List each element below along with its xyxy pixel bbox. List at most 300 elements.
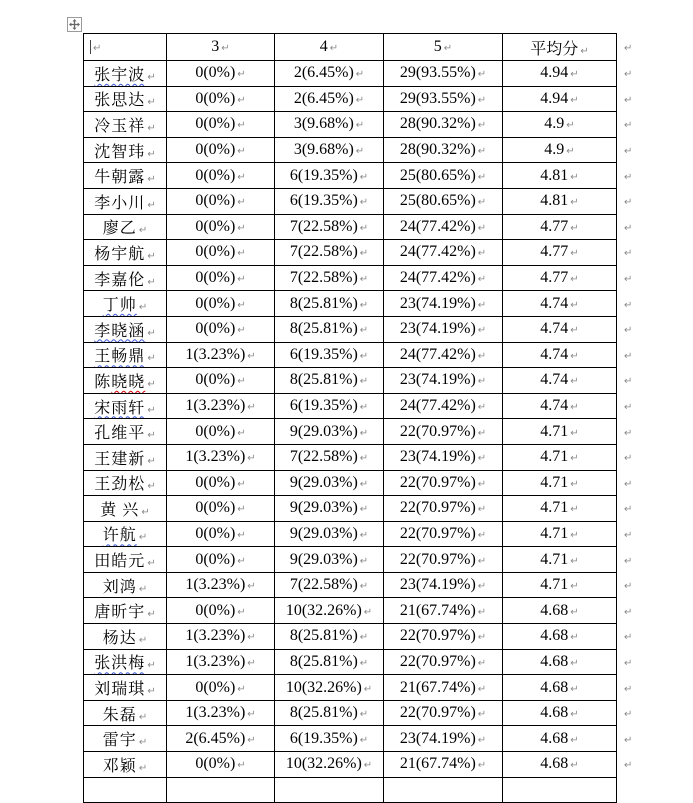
end-of-cell-mark: ↵ bbox=[477, 581, 487, 593]
score4-cell[interactable] bbox=[275, 86, 384, 112]
end-of-cell-mark: ↵ bbox=[477, 504, 487, 516]
end-of-row-mark-cell bbox=[617, 726, 649, 752]
score3-cell[interactable] bbox=[167, 470, 275, 496]
name-cell[interactable] bbox=[84, 61, 167, 87]
end-of-cell-mark: ↵ bbox=[363, 606, 373, 618]
end-of-cell-mark: ↵ bbox=[443, 43, 453, 54]
student-name: 张洪梅 bbox=[94, 655, 146, 673]
name-cell[interactable] bbox=[84, 496, 167, 522]
end-of-cell-mark: ↵ bbox=[147, 199, 156, 211]
score5-cell[interactable] bbox=[384, 214, 503, 240]
end-of-cell-mark: ↵ bbox=[138, 711, 148, 723]
end-of-cell-mark: ↵ bbox=[141, 506, 150, 518]
end-of-cell-mark: ↵ bbox=[570, 94, 579, 106]
cell-value: 0(0%) bbox=[195, 217, 236, 235]
score5-cell[interactable] bbox=[384, 752, 503, 778]
table-row bbox=[84, 547, 649, 573]
table-row bbox=[84, 726, 649, 752]
score4-cell[interactable] bbox=[275, 752, 384, 778]
cell-value: 4.71 bbox=[540, 550, 569, 568]
table-row bbox=[84, 188, 649, 214]
score5-cell[interactable] bbox=[384, 265, 503, 291]
score5-cell[interactable] bbox=[384, 726, 503, 752]
score3-cell[interactable] bbox=[167, 291, 275, 317]
end-of-cell-mark: ↵ bbox=[237, 478, 246, 490]
student-name: 唐昕宇 bbox=[94, 604, 146, 622]
end-of-row-mark: ↵ bbox=[624, 325, 633, 337]
score5-cell[interactable] bbox=[384, 700, 503, 726]
cell-value: 4.68 bbox=[540, 678, 569, 696]
student-name: 黄 兴 bbox=[100, 501, 140, 519]
score3-cell[interactable] bbox=[167, 649, 275, 675]
score3-cell[interactable] bbox=[167, 61, 275, 87]
average-cell[interactable] bbox=[503, 214, 617, 240]
name-cell[interactable] bbox=[84, 700, 167, 726]
cell-value: 4.77 bbox=[540, 217, 569, 235]
average-cell[interactable] bbox=[503, 496, 617, 522]
end-of-row-mark-cell bbox=[617, 188, 649, 214]
name-cell[interactable] bbox=[84, 265, 167, 291]
name-cell[interactable] bbox=[84, 726, 167, 752]
score5-cell[interactable] bbox=[384, 521, 503, 547]
student-name: 廖乙 bbox=[102, 220, 137, 238]
end-of-row-mark-cell bbox=[617, 470, 649, 496]
end-of-cell-mark: ↵ bbox=[477, 299, 487, 311]
name-cell[interactable] bbox=[84, 598, 167, 624]
end-of-cell-mark: ↵ bbox=[237, 760, 246, 772]
score3-cell[interactable] bbox=[167, 112, 275, 138]
cell-value: 4.68 bbox=[540, 704, 569, 722]
table-row bbox=[84, 572, 649, 598]
score4-cell[interactable] bbox=[275, 521, 384, 547]
score4-cell[interactable] bbox=[275, 214, 384, 240]
score4-cell[interactable] bbox=[275, 675, 384, 701]
score4-cell[interactable] bbox=[275, 342, 384, 368]
end-of-row-mark: ↵ bbox=[624, 760, 633, 772]
score5-cell[interactable] bbox=[384, 649, 503, 675]
header-cell-average[interactable] bbox=[503, 34, 617, 61]
score5-cell[interactable] bbox=[384, 496, 503, 522]
student-name: 牛朝露 bbox=[94, 169, 146, 187]
table-row bbox=[84, 61, 649, 87]
end-of-cell-mark: ↵ bbox=[237, 120, 246, 132]
header-cell-3[interactable] bbox=[167, 34, 275, 61]
end-of-cell-mark: ↵ bbox=[359, 325, 369, 337]
name-cell[interactable] bbox=[84, 777, 167, 802]
table-row bbox=[84, 496, 649, 522]
score4-cell[interactable] bbox=[275, 137, 384, 163]
end-of-cell-mark: ↵ bbox=[477, 274, 487, 286]
end-of-cell-mark: ↵ bbox=[247, 453, 256, 465]
average-cell[interactable] bbox=[503, 624, 617, 650]
end-of-cell-mark: ↵ bbox=[355, 146, 365, 158]
score5-cell[interactable] bbox=[384, 368, 503, 394]
end-of-row-mark-cell bbox=[617, 547, 649, 573]
end-of-cell-mark: ↵ bbox=[138, 762, 148, 774]
name-cell[interactable] bbox=[84, 444, 167, 470]
average-cell[interactable] bbox=[503, 188, 617, 214]
cell-value: 7(22.58%) bbox=[289, 448, 358, 466]
average-cell[interactable] bbox=[503, 675, 617, 701]
score4-cell[interactable] bbox=[275, 240, 384, 266]
score3-cell[interactable] bbox=[167, 726, 275, 752]
header-cell-name[interactable] bbox=[84, 34, 167, 61]
end-of-row-mark: ↵ bbox=[624, 529, 633, 541]
end-of-row-mark-cell bbox=[617, 61, 649, 87]
end-of-cell-mark: ↵ bbox=[363, 683, 373, 695]
cell-value: 4.77 bbox=[540, 269, 569, 287]
average-cell[interactable] bbox=[503, 444, 617, 470]
cell-value: 8(25.81%) bbox=[289, 320, 358, 338]
average-cell[interactable] bbox=[503, 86, 617, 112]
student-name: 杨达 bbox=[102, 629, 137, 647]
end-of-cell-mark: ↵ bbox=[570, 632, 579, 644]
score3-cell[interactable] bbox=[167, 624, 275, 650]
table-row bbox=[84, 112, 649, 138]
end-of-cell-mark: ↵ bbox=[570, 606, 579, 618]
score5-cell[interactable] bbox=[384, 624, 503, 650]
cell-value: 6(19.35%) bbox=[289, 345, 358, 363]
end-of-cell-mark: ↵ bbox=[477, 222, 487, 234]
end-of-cell-mark: ↵ bbox=[147, 122, 156, 134]
end-of-cell-mark: ↵ bbox=[477, 606, 487, 618]
score3-cell[interactable] bbox=[167, 572, 275, 598]
score4-cell[interactable] bbox=[275, 265, 384, 291]
end-of-row-mark-cell bbox=[617, 572, 649, 598]
cell-value: 23(74.19%) bbox=[399, 448, 476, 466]
score5-cell[interactable] bbox=[384, 240, 503, 266]
score4-cell[interactable] bbox=[275, 572, 384, 598]
score4-cell[interactable] bbox=[275, 316, 384, 342]
end-of-cell-mark: ↵ bbox=[359, 248, 369, 260]
end-of-row-mark: ↵ bbox=[624, 453, 633, 465]
cell-value: 8(25.81%) bbox=[289, 371, 358, 389]
end-of-cell-mark: ↵ bbox=[477, 427, 487, 439]
average-cell[interactable] bbox=[503, 316, 617, 342]
end-of-row-mark-cell bbox=[617, 598, 649, 624]
end-of-cell-mark: ↵ bbox=[477, 248, 487, 260]
score3-cell[interactable] bbox=[167, 521, 275, 547]
average-cell[interactable] bbox=[503, 137, 617, 163]
end-of-row-mark-cell bbox=[617, 777, 649, 802]
header-cell-4[interactable] bbox=[275, 34, 384, 61]
cell-value: 22(70.97%) bbox=[399, 524, 476, 542]
score4-cell[interactable] bbox=[275, 598, 384, 624]
end-of-cell-mark: ↵ bbox=[237, 197, 246, 209]
end-of-row-mark: ↵ bbox=[624, 43, 633, 54]
name-cell[interactable] bbox=[84, 342, 167, 368]
score5-cell[interactable] bbox=[384, 61, 503, 87]
name-cell[interactable] bbox=[84, 675, 167, 701]
end-of-row-mark-cell bbox=[617, 368, 649, 394]
end-of-cell-mark: ↵ bbox=[247, 350, 256, 362]
table-row bbox=[84, 470, 649, 496]
name-cell[interactable] bbox=[84, 419, 167, 445]
score3-cell[interactable] bbox=[167, 675, 275, 701]
name-cell[interactable] bbox=[84, 112, 167, 138]
cell-value: 28(90.32%) bbox=[399, 141, 476, 159]
cell-value: 7(22.58%) bbox=[289, 217, 358, 235]
average-cell[interactable] bbox=[503, 393, 617, 419]
end-of-row-mark: ↵ bbox=[624, 171, 633, 183]
score3-cell[interactable] bbox=[167, 265, 275, 291]
score5-cell[interactable] bbox=[384, 137, 503, 163]
header-cell-5[interactable] bbox=[384, 34, 503, 61]
average-cell[interactable] bbox=[503, 572, 617, 598]
end-of-cell-mark: ↵ bbox=[477, 146, 487, 158]
average-cell[interactable] bbox=[503, 700, 617, 726]
score4-cell[interactable] bbox=[275, 624, 384, 650]
average-cell[interactable] bbox=[503, 240, 617, 266]
name-cell[interactable] bbox=[84, 188, 167, 214]
end-of-row-mark: ↵ bbox=[624, 478, 633, 490]
score5-cell[interactable] bbox=[384, 163, 503, 189]
score3-cell[interactable] bbox=[167, 188, 275, 214]
average-cell[interactable] bbox=[503, 342, 617, 368]
end-of-cell-mark: ↵ bbox=[570, 734, 579, 746]
average-cell[interactable] bbox=[503, 470, 617, 496]
name-cell[interactable] bbox=[84, 86, 167, 112]
end-of-cell-mark: ↵ bbox=[237, 325, 246, 337]
score3-cell[interactable] bbox=[167, 86, 275, 112]
score4-cell[interactable] bbox=[275, 163, 384, 189]
end-of-cell-mark: ↵ bbox=[477, 94, 487, 106]
average-cell[interactable] bbox=[503, 163, 617, 189]
end-of-cell-mark: ↵ bbox=[147, 353, 156, 365]
score3-cell[interactable] bbox=[167, 393, 275, 419]
average-cell[interactable] bbox=[503, 547, 617, 573]
end-of-cell-mark: ↵ bbox=[355, 94, 365, 106]
end-of-row-mark: ↵ bbox=[624, 222, 633, 234]
score5-cell[interactable] bbox=[384, 342, 503, 368]
end-of-cell-mark: ↵ bbox=[147, 327, 156, 339]
misspelled-text: 晓晓 bbox=[111, 373, 146, 391]
name-cell[interactable] bbox=[84, 624, 167, 650]
cell-value: 8(25.81%) bbox=[289, 294, 358, 312]
end-of-cell-mark: ↵ bbox=[477, 734, 487, 746]
score4-cell[interactable] bbox=[275, 496, 384, 522]
end-of-cell-mark: ↵ bbox=[138, 302, 148, 314]
cell-value: 2(6.45%) bbox=[185, 729, 246, 747]
end-of-cell-mark: ↵ bbox=[359, 657, 369, 669]
score5-cell[interactable] bbox=[384, 598, 503, 624]
end-of-cell-mark: ↵ bbox=[329, 43, 339, 54]
end-of-cell-mark: ↵ bbox=[138, 583, 148, 595]
score3-cell[interactable] bbox=[167, 240, 275, 266]
score4-cell[interactable] bbox=[275, 419, 384, 445]
name-cell[interactable] bbox=[84, 752, 167, 778]
score3-cell[interactable] bbox=[167, 163, 275, 189]
average-cell[interactable] bbox=[503, 112, 617, 138]
score5-cell[interactable] bbox=[384, 393, 503, 419]
score3-cell[interactable] bbox=[167, 444, 275, 470]
score4-cell[interactable] bbox=[275, 112, 384, 138]
score3-cell[interactable] bbox=[167, 777, 275, 802]
end-of-cell-mark: ↵ bbox=[570, 325, 579, 337]
end-of-cell-mark: ↵ bbox=[359, 734, 369, 746]
partial-next-row bbox=[84, 777, 649, 802]
student-name: 王建新 bbox=[94, 450, 146, 468]
end-of-cell-mark: ↵ bbox=[359, 427, 369, 439]
end-of-cell-mark: ↵ bbox=[147, 148, 156, 160]
end-of-row-mark-cell bbox=[617, 240, 649, 266]
name-cell[interactable] bbox=[84, 572, 167, 598]
score5-cell[interactable] bbox=[384, 444, 503, 470]
score3-cell[interactable] bbox=[167, 700, 275, 726]
end-of-row-mark-cell bbox=[617, 393, 649, 419]
cell-value: 1(3.23%) bbox=[185, 397, 246, 415]
average-cell[interactable] bbox=[503, 598, 617, 624]
average-cell[interactable] bbox=[503, 265, 617, 291]
cell-value: 7(22.58%) bbox=[289, 269, 358, 287]
end-of-cell-mark: ↵ bbox=[147, 71, 156, 83]
average-cell[interactable] bbox=[503, 291, 617, 317]
end-of-cell-mark: ↵ bbox=[477, 376, 487, 388]
cell-value: 28(90.32%) bbox=[399, 115, 476, 133]
name-cell[interactable] bbox=[84, 240, 167, 266]
end-of-cell-mark: ↵ bbox=[580, 45, 589, 57]
score4-cell[interactable] bbox=[275, 700, 384, 726]
name-cell[interactable] bbox=[84, 470, 167, 496]
end-of-row-mark-cell bbox=[617, 496, 649, 522]
name-cell[interactable] bbox=[84, 521, 167, 547]
score4-cell[interactable] bbox=[275, 291, 384, 317]
name-cell[interactable] bbox=[84, 137, 167, 163]
score4-cell[interactable] bbox=[275, 649, 384, 675]
cell-value: 0(0%) bbox=[195, 678, 236, 696]
score5-cell[interactable] bbox=[384, 777, 503, 802]
cell-value: 4.81 bbox=[540, 166, 569, 184]
cell-value: 22(70.97%) bbox=[399, 704, 476, 722]
score4-cell[interactable] bbox=[275, 470, 384, 496]
cell-value: 4.74 bbox=[540, 294, 569, 312]
end-of-cell-mark: ↵ bbox=[237, 529, 246, 541]
score4-cell[interactable] bbox=[275, 444, 384, 470]
cell-value: 6(19.35%) bbox=[289, 397, 358, 415]
student-name: 孔维平 bbox=[94, 425, 146, 443]
end-of-cell-mark: ↵ bbox=[93, 43, 102, 54]
score3-cell[interactable] bbox=[167, 214, 275, 240]
end-of-cell-mark: ↵ bbox=[237, 606, 246, 618]
end-of-cell-mark: ↵ bbox=[359, 555, 369, 567]
student-name: 刘瑞琪 bbox=[94, 681, 146, 699]
score3-cell[interactable] bbox=[167, 547, 275, 573]
table-row bbox=[84, 163, 649, 189]
name-cell[interactable] bbox=[84, 649, 167, 675]
end-of-cell-mark: ↵ bbox=[566, 120, 575, 132]
average-cell[interactable] bbox=[503, 521, 617, 547]
end-of-cell-mark: ↵ bbox=[359, 529, 369, 541]
end-of-cell-mark: ↵ bbox=[570, 709, 579, 721]
average-cell[interactable] bbox=[503, 649, 617, 675]
score3-cell[interactable] bbox=[167, 419, 275, 445]
score5-cell[interactable] bbox=[384, 291, 503, 317]
score5-cell[interactable] bbox=[384, 572, 503, 598]
average-cell[interactable] bbox=[503, 368, 617, 394]
average-cell[interactable] bbox=[503, 726, 617, 752]
end-of-cell-mark: ↵ bbox=[237, 376, 246, 388]
end-of-cell-mark: ↵ bbox=[570, 197, 579, 209]
score3-cell[interactable] bbox=[167, 752, 275, 778]
average-cell[interactable] bbox=[503, 61, 617, 87]
score4-cell[interactable] bbox=[275, 777, 384, 802]
end-of-row-mark: ↵ bbox=[624, 94, 633, 106]
score5-cell[interactable] bbox=[384, 470, 503, 496]
average-cell[interactable] bbox=[503, 752, 617, 778]
score4-cell[interactable] bbox=[275, 61, 384, 87]
end-of-cell-mark: ↵ bbox=[237, 222, 246, 234]
score4-cell[interactable] bbox=[275, 393, 384, 419]
score3-cell[interactable] bbox=[167, 316, 275, 342]
table-move-handle[interactable] bbox=[67, 17, 82, 32]
cell-value: 9(29.03%) bbox=[289, 524, 358, 542]
score5-cell[interactable] bbox=[384, 188, 503, 214]
end-of-row-mark-cell bbox=[617, 214, 649, 240]
score3-cell[interactable] bbox=[167, 496, 275, 522]
name-cell[interactable] bbox=[84, 316, 167, 342]
average-cell[interactable] bbox=[503, 419, 617, 445]
cell-value: 10(32.26%) bbox=[285, 678, 362, 696]
score5-cell[interactable] bbox=[384, 547, 503, 573]
cell-value: 22(70.97%) bbox=[399, 473, 476, 491]
table-row bbox=[84, 214, 649, 240]
cell-value: 23(74.19%) bbox=[399, 320, 476, 338]
score4-cell[interactable] bbox=[275, 188, 384, 214]
cell-value: 4.74 bbox=[540, 371, 569, 389]
score5-cell[interactable] bbox=[384, 419, 503, 445]
name-cell[interactable] bbox=[84, 291, 167, 317]
score5-cell[interactable] bbox=[384, 86, 503, 112]
student-name: 李小川 bbox=[94, 194, 146, 212]
end-of-cell-mark: ↵ bbox=[147, 404, 156, 416]
cell-value: 23(74.19%) bbox=[399, 294, 476, 312]
end-of-cell-mark: ↵ bbox=[570, 299, 579, 311]
score3-cell[interactable] bbox=[167, 598, 275, 624]
score5-cell[interactable] bbox=[384, 675, 503, 701]
student-name: 雷宇 bbox=[102, 732, 137, 750]
name-cell[interactable] bbox=[84, 368, 167, 394]
score5-cell[interactable] bbox=[384, 316, 503, 342]
end-of-cell-mark: ↵ bbox=[570, 504, 579, 516]
end-of-cell-mark: ↵ bbox=[359, 709, 369, 721]
name-cell[interactable] bbox=[84, 214, 167, 240]
name-cell[interactable] bbox=[84, 163, 167, 189]
end-of-cell-mark: ↵ bbox=[359, 171, 369, 183]
score3-cell[interactable] bbox=[167, 368, 275, 394]
end-of-cell-mark: ↵ bbox=[570, 402, 579, 414]
score4-cell[interactable] bbox=[275, 547, 384, 573]
score4-cell[interactable] bbox=[275, 368, 384, 394]
cell-value: 0(0%) bbox=[195, 371, 236, 389]
cell-value: 4.71 bbox=[540, 524, 569, 542]
average-cell[interactable] bbox=[503, 777, 617, 802]
cell-value: 21(67.74%) bbox=[399, 678, 476, 696]
end-of-cell-mark: ↵ bbox=[247, 709, 256, 721]
table-row bbox=[84, 624, 649, 650]
name-cell[interactable] bbox=[84, 547, 167, 573]
table-row bbox=[84, 316, 649, 342]
score3-cell[interactable] bbox=[167, 342, 275, 368]
cell-value: 0(0%) bbox=[195, 550, 236, 568]
score3-cell[interactable] bbox=[167, 137, 275, 163]
end-of-cell-mark: ↵ bbox=[237, 94, 246, 106]
cell-value: 4.71 bbox=[540, 499, 569, 517]
score4-cell[interactable] bbox=[275, 726, 384, 752]
score5-cell[interactable] bbox=[384, 112, 503, 138]
name-cell[interactable] bbox=[84, 393, 167, 419]
cell-value: 25(80.65%) bbox=[399, 166, 476, 184]
cell-value: 0(0%) bbox=[195, 294, 236, 312]
